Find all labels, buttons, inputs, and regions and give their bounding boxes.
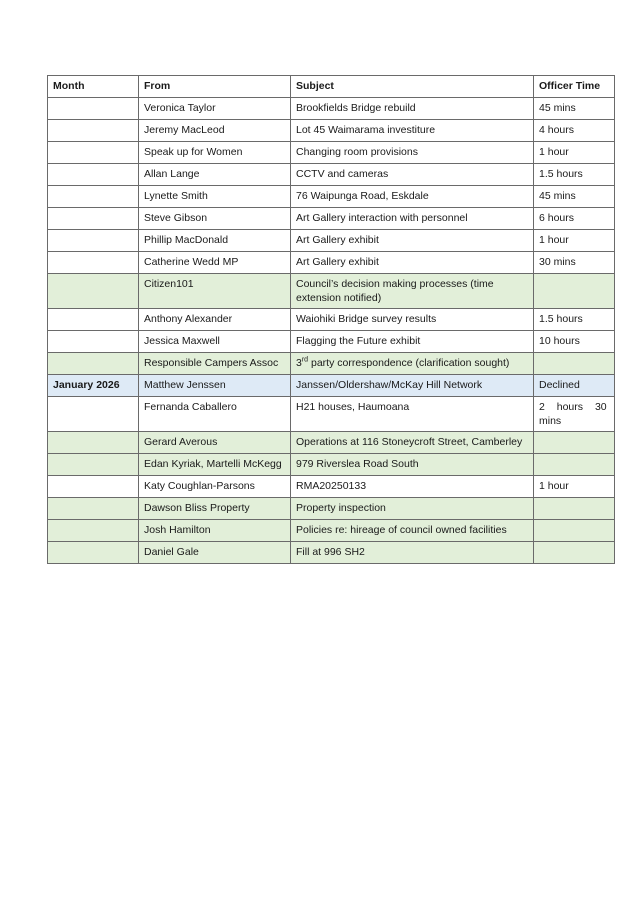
cell-officer-time: 10 hours (534, 331, 615, 353)
cell-officer-time (534, 542, 615, 564)
cell-from: Josh Hamilton (139, 520, 291, 542)
cell-month (48, 542, 139, 564)
table-row (48, 397, 615, 432)
subject-superscript: rd (301, 356, 309, 364)
header-row (48, 76, 615, 98)
cell-from: Allan Lange (139, 164, 291, 186)
table-row (48, 164, 615, 186)
cell-officer-time (534, 520, 615, 542)
table-row (48, 353, 615, 375)
cell-from: Fernanda Caballero (139, 397, 291, 432)
cell-subject: Art Gallery exhibit (291, 252, 534, 274)
cell-officer-time: 1 hour (534, 142, 615, 164)
cell-month (48, 252, 139, 274)
cell-from: Citizen101 (139, 274, 291, 309)
header-officer-time: Officer Time (534, 76, 615, 98)
cell-subject: Policies re: hireage of council owned facilities (291, 520, 534, 542)
cell-month (48, 432, 139, 454)
cell-from: Daniel Gale (139, 542, 291, 564)
cell-officer-time (534, 353, 615, 375)
cell-officer-time (534, 432, 615, 454)
cell-officer-time: 1 hour (534, 476, 615, 498)
cell-month (48, 208, 139, 230)
table-row (48, 520, 615, 542)
cell-officer-time (534, 498, 615, 520)
cell-from: Catherine Wedd MP (139, 252, 291, 274)
cell-subject: Fill at 996 SH2 (291, 542, 534, 564)
cell-from: Steve Gibson (139, 208, 291, 230)
cell-subject: RMA20250133 (291, 476, 534, 498)
cell-from: Jeremy MacLeod (139, 120, 291, 142)
cell-subject: CCTV and cameras (291, 164, 534, 186)
header-month: Month (48, 76, 139, 98)
cell-from: Dawson Bliss Property (139, 498, 291, 520)
cell-subject: 76 Waipunga Road, Eskdale (291, 186, 534, 208)
cell-subject: Art Gallery interaction with personnel (291, 208, 534, 230)
cell-month (48, 498, 139, 520)
cell-month (48, 476, 139, 498)
header-subject: Subject (291, 76, 534, 98)
cell-from: Phillip MacDonald (139, 230, 291, 252)
table-row (48, 208, 615, 230)
cell-month (48, 353, 139, 375)
cell-month: January 2026 (48, 375, 139, 397)
table-row (48, 98, 615, 120)
table-body (48, 98, 615, 564)
cell-from: Gerard Averous (139, 432, 291, 454)
cell-subject: Waiohiki Bridge survey results (291, 309, 534, 331)
cell-officer-time (534, 454, 615, 476)
cell-month (48, 331, 139, 353)
cell-subject: Operations at 116 Stoneycroft Street, Camberley (291, 432, 534, 454)
cell-subject: Flagging the Future exhibit (291, 331, 534, 353)
table-row (48, 142, 615, 164)
cell-from: Katy Coughlan-Parsons (139, 476, 291, 498)
cell-subject: Changing room provisions (291, 142, 534, 164)
cell-officer-time: 2 hours 30 mins (534, 397, 615, 432)
cell-subject: Brookfields Bridge rebuild (291, 98, 534, 120)
table-row (48, 309, 615, 331)
table-row (48, 252, 615, 274)
table-row (48, 274, 615, 309)
cell-month (48, 164, 139, 186)
cell-officer-time: 45 mins (534, 98, 615, 120)
cell-officer-time: 1 hour (534, 230, 615, 252)
cell-subject: 979 Riverslea Road South (291, 454, 534, 476)
cell-month (48, 309, 139, 331)
cell-subject: Janssen/Oldershaw/McKay Hill Network (291, 375, 534, 397)
table-row (48, 498, 615, 520)
cell-officer-time: Declined (534, 375, 615, 397)
cell-officer-time (534, 274, 615, 309)
correspondence-table (47, 75, 615, 564)
table-row (48, 375, 615, 397)
cell-officer-time: 4 hours (534, 120, 615, 142)
cell-from: Speak up for Women (139, 142, 291, 164)
cell-subject: Property inspection (291, 498, 534, 520)
cell-subject (291, 353, 534, 375)
cell-subject: H21 houses, Haumoana (291, 397, 534, 432)
cell-month (48, 142, 139, 164)
table-header (48, 76, 615, 98)
cell-from: Jessica Maxwell (139, 331, 291, 353)
cell-from: Lynette Smith (139, 186, 291, 208)
cell-officer-time: 30 mins (534, 252, 615, 274)
table-row (48, 331, 615, 353)
cell-month (48, 120, 139, 142)
table-row (48, 454, 615, 476)
cell-subject: Art Gallery exhibit (291, 230, 534, 252)
cell-month (48, 520, 139, 542)
table-row (48, 542, 615, 564)
cell-from: Edan Kyriak, Martelli McKegg (139, 454, 291, 476)
cell-subject: Lot 45 Waimarama investiture (291, 120, 534, 142)
cell-from: Responsible Campers Assoc (139, 353, 291, 375)
cell-month (48, 98, 139, 120)
cell-officer-time: 1.5 hours (534, 164, 615, 186)
subject-prefix: 3 (296, 357, 302, 369)
table-row (48, 476, 615, 498)
cell-from: Anthony Alexander (139, 309, 291, 331)
cell-month (48, 274, 139, 309)
header-from: From (139, 76, 291, 98)
cell-officer-time: 45 mins (534, 186, 615, 208)
cell-from: Matthew Jenssen (139, 375, 291, 397)
table-row (48, 432, 615, 454)
cell-from: Veronica Taylor (139, 98, 291, 120)
table-row (48, 120, 615, 142)
cell-month (48, 186, 139, 208)
table-row (48, 230, 615, 252)
cell-month (48, 397, 139, 432)
cell-month (48, 230, 139, 252)
cell-officer-time: 6 hours (534, 208, 615, 230)
table-row (48, 186, 615, 208)
cell-month (48, 454, 139, 476)
cell-subject: Council’s decision making processes (time extension notified) (291, 274, 534, 309)
subject-text: party correspondence (clarification sought) (308, 357, 510, 369)
cell-officer-time: 1.5 hours (534, 309, 615, 331)
